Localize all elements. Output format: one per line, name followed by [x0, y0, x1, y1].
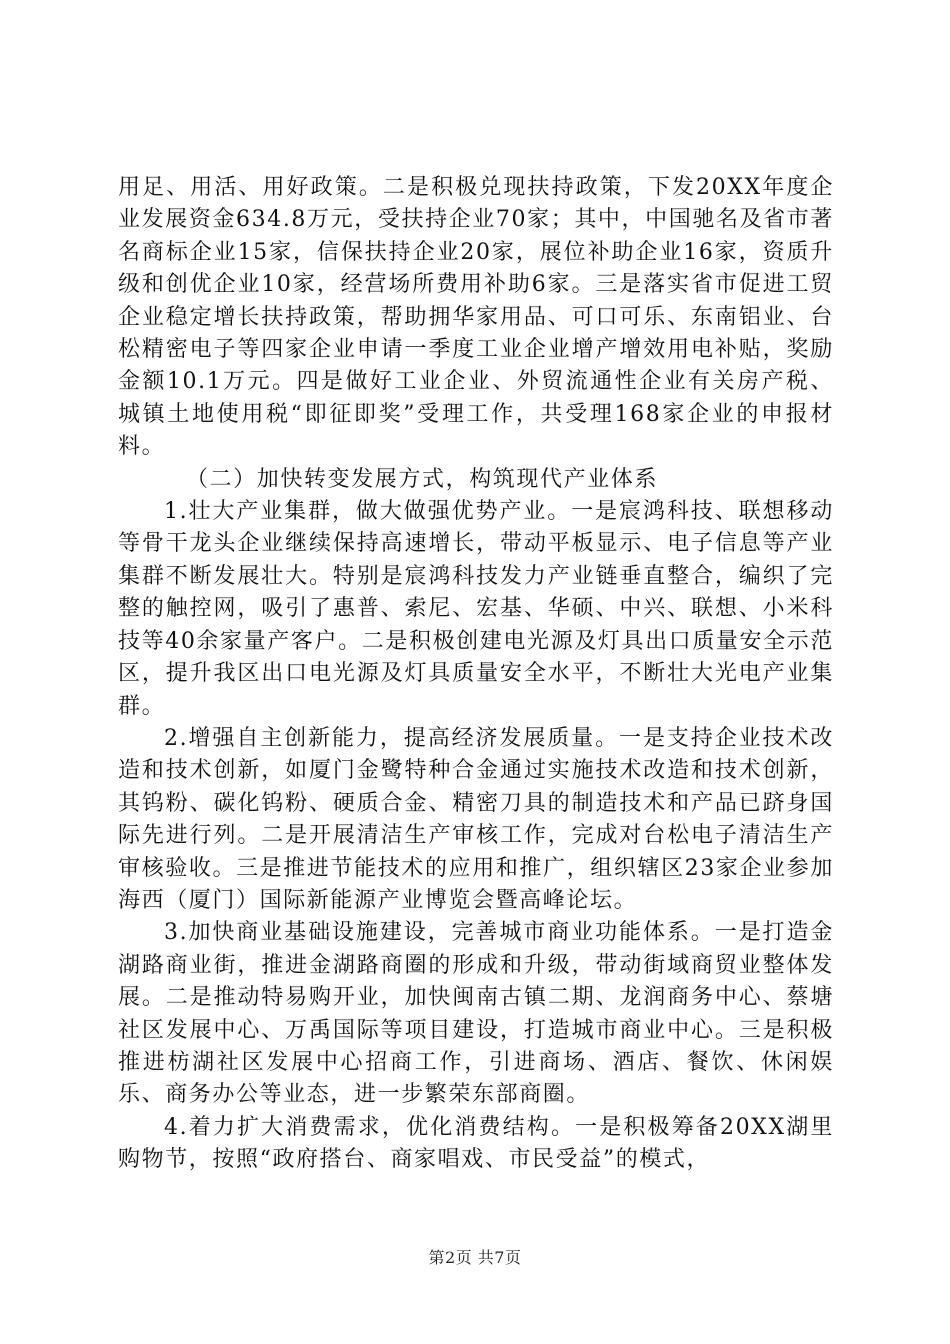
document-body	[118, 172, 834, 1177]
paragraph-item-2: 2.增强自主创新能力，提高经济发展质量。一是支持企业技术改造和技术创新，如厦门金鹭特种合金通过实施技术改造和技术创新，其钨粉、碳化钨粉、硬质合金、精密刀具的制造技术和产品已跻身国际先进行列。二是开展清洁生产审核工作，完成对台松电子清洁生产审核验收。三是推进节能技术的应用和推广，组织辖区23家企业参加海西（厦门）国际新能源产业博览会暨高峰论坛。	[118, 725, 834, 913]
paragraph-continuation: 用足、用活、用好政策。二是积极兑现扶持政策，下发20XX年度企业发展资金634.8万元，受扶持企业70家；其中，中国驰名及省市著名商标企业15家，信保扶持企业20家，展位补助企业16家，资质升级和创优企业10家，经营场所费用补助6家。三是落实省市促进工贸企业稳定增长扶持政策，帮助拥华家用品、可口可乐、东南铝业、台松精密电子等四家企业申请一季度工业企业增产增效用电补贴，奖励金额10.1万元。四是做好工业企业、外贸流通性企业有关房产税、城镇土地使用税“即征即奖”受理工作，共受理168家企业的申报材料。	[118, 175, 834, 460]
paragraph-item-1: 1.壮大产业集群，做大做强优势产业。一是宸鸿科技、联想移动等骨干龙头企业继续保持高速增长，带动平板显示、电子信息等产业集群不断发展壮大。特别是宸鸿科技发力产业链垂直整合，编织了完整的触控网，吸引了惠普、索尼、宏基、华硕、中兴、联想、小米科技等40余家量产客户。二是积极创建电光源及灯具出口质量安全示范区，提升我区出口电光源及灯具质量安全水平，不断壮大光电产业集群。	[118, 499, 834, 719]
page-number-footer: 第2页 共7页	[428, 1248, 522, 1267]
section-heading: （二）加快转变发展方式，构筑现代产业体系	[186, 466, 659, 492]
paragraph-item-3: 3.加快商业基础设施建设，完善城市商业功能体系。一是打造金湖路商业街，推进金湖路商圈的形成和升级，带动街域商贸业整体发展。二是推动特易购开业，加快闽南古镇二期、龙润商务中心、蔡塘社区发展中心、万禹国际等项目建设，打造城市商业中心。三是积极推进枋湖社区发展中心招商工作，引进商场、酒店、餐饮、休闲娱乐、商务办公等业态，进一步繁荣东部商圈。	[118, 920, 834, 1108]
paragraph-item-4: 4.着力扩大消费需求，优化消费结构。一是积极筹备20XX湖里购物节，按照“政府搭台、商家唱戏、市民受益”的模式，	[118, 1114, 834, 1173]
